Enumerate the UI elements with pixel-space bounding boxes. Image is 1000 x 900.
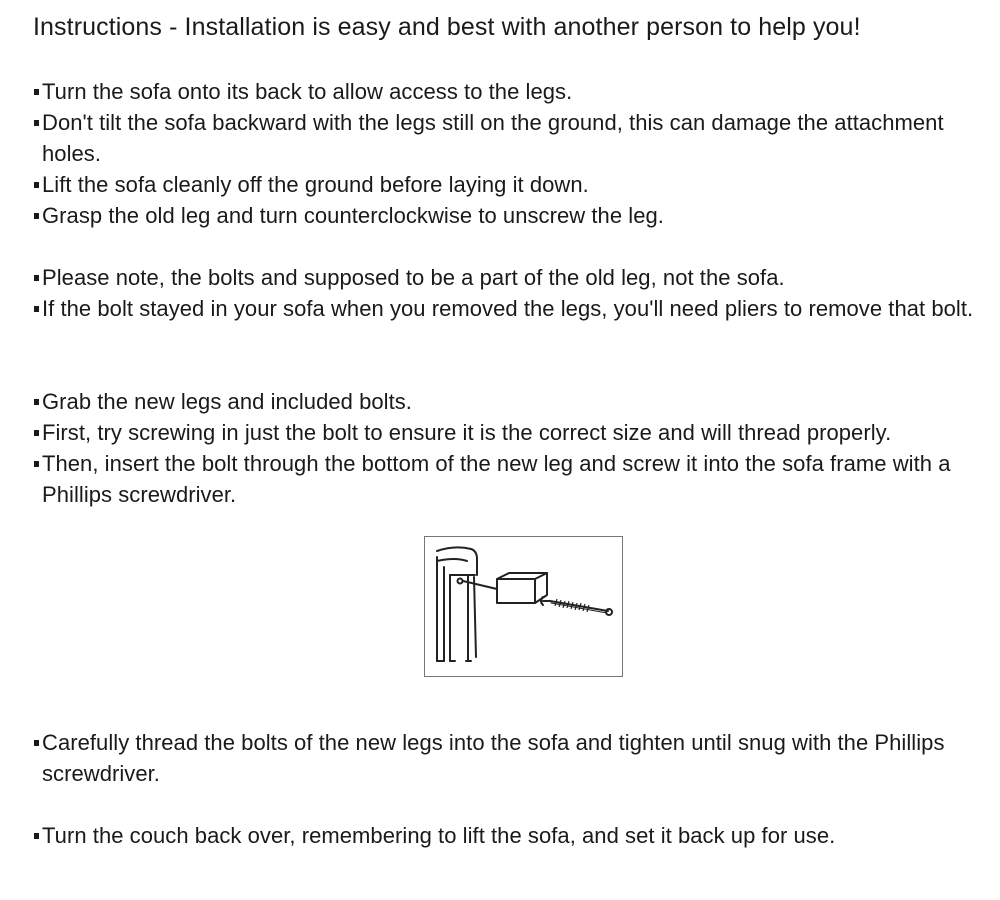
list-item-text: If the bolt stayed in your sofa when you removed the legs, you'll need pliers to remove that bolt. [42,296,974,321]
bullet-icon [34,275,39,281]
step-group-finish [33,820,983,851]
bullet-icon [34,740,39,746]
list-item-text: Then, insert the bolt through the bottom of the new leg and screw it into the sofa frame with a Phillips screwdriver. [42,451,951,507]
bullet-icon [34,213,39,219]
list-item-text: Carefully thread the bolts of the new legs into the sofa and tighten until snug with the Phillips screwdriver. [42,730,945,786]
list-item [33,386,983,417]
list-item [33,820,983,851]
leg-bolt-assembly-illustration [424,536,623,677]
bullet-icon [34,120,39,126]
list-item-text: Turn the sofa onto its back to allow access to the legs. [42,79,573,104]
list-item [33,169,983,200]
list-item-text: Lift the sofa cleanly off the ground before laying it down. [42,172,589,197]
list-item-text: Grab the new legs and included bolts. [42,389,412,414]
bullet-icon [34,306,39,312]
list-item [33,448,983,510]
list-item [33,76,983,107]
leg-bolt-diagram-icon [425,537,624,678]
step-group-bolt-note [33,262,983,324]
list-item [33,727,983,789]
list-item-text: Grasp the old leg and turn counterclockwise to unscrew the leg. [42,203,664,228]
instructions-title: Instructions - Installation is easy and best with another person to help you! [33,13,861,41]
list-item [33,107,983,169]
list-item-text: Turn the couch back over, remembering to lift the sofa, and set it back up for use. [42,823,836,848]
list-item-text: Please note, the bolts and supposed to be a part of the old leg, not the sofa. [42,265,785,290]
bullet-icon [34,461,39,467]
bullet-icon [34,430,39,436]
bullet-icon [34,89,39,95]
bullet-icon [34,399,39,405]
bullet-icon [34,182,39,188]
list-item-text: First, try screwing in just the bolt to ensure it is the correct size and will thread properly. [42,420,892,445]
list-item-text: Don't tilt the sofa backward with the legs still on the ground, this can damage the attachment holes. [42,110,944,166]
list-item [33,200,983,231]
list-item [33,293,983,324]
step-group-install-new-legs [33,386,983,510]
step-group-tighten [33,727,983,789]
list-item [33,417,983,448]
bullet-icon [34,833,39,839]
list-item [33,262,983,293]
step-group-remove-legs [33,76,983,231]
